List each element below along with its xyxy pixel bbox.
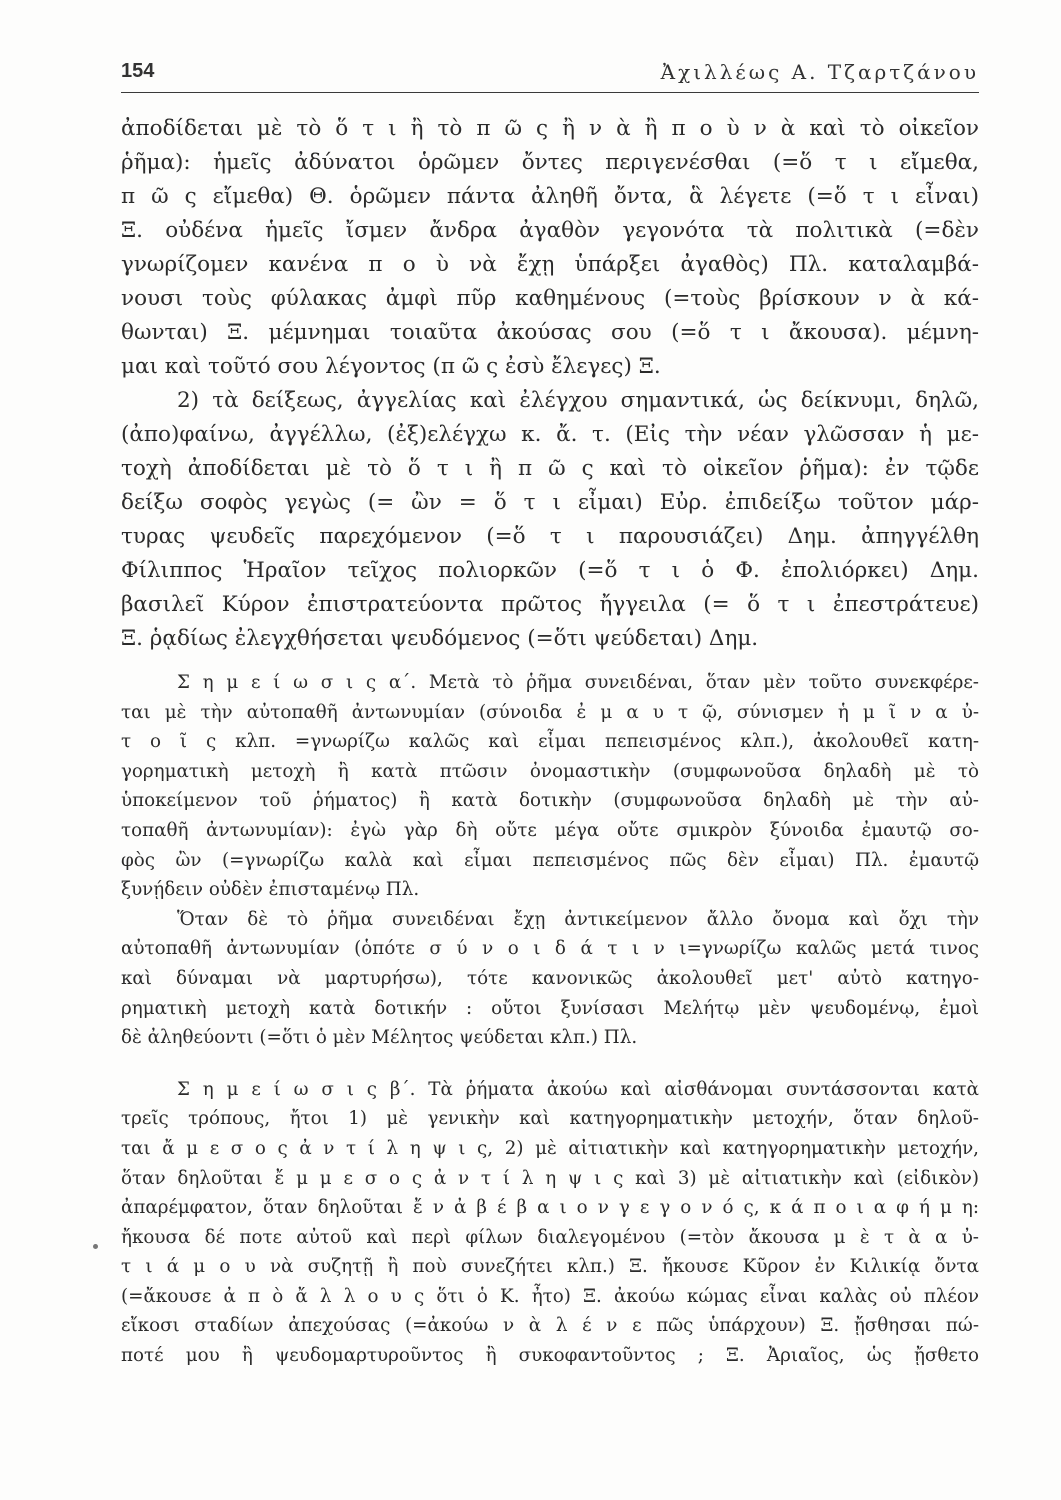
- note-line: τρεῖς τρόπους, ἤτοι 1) μὲ γενικὴν καὶ κατηγορηματικὴν μετοχήν, ὅταν δηλοῦ-: [121, 1108, 979, 1130]
- note-line: ρηματικὴ μετοχὴ κατὰ δοτικήν : οὔτοι ξυνίσασι Μελήτῳ μὲν ψευδομένῳ, ἐμοὶ: [121, 997, 979, 1019]
- note-line: ξυνῄδειν οὐδὲν ἐπισταμένῳ Πλ.: [121, 879, 420, 901]
- page-number: 154: [121, 60, 155, 82]
- note-alpha: [121, 668, 979, 1053]
- main-paragraphs: [121, 112, 979, 656]
- note-line: ὅταν δηλοῦται ἔ μ μ ε σ ο ς ἀ ν τ ί λ η ψ ι ς καὶ 3) μὲ αἰτιατικὴν καὶ (εἰδικὸν): [121, 1167, 979, 1189]
- note-line: εἴκοσι σταδίων ἀπεχούσας (=ἀκούω ν ὰ λ έ ν ε πῶς ὑπάρχουν) Ξ. ᾔσθησαι πώ-: [121, 1315, 979, 1337]
- note-line: (=ἄκουσε ἀ π ὸ ἄ λ λ ο υ ς ὅτι ὁ Κ. ἦτο) Ξ. ἀκούω κώμας εἶναι καλὰς οὐ πλέον: [121, 1285, 979, 1307]
- note-line: Ὅταν δὲ τὸ ῥῆμα συνειδέναι ἔχῃ ἀντικείμενον ἄλλο ὄνομα καὶ ὄχι τὴν: [177, 908, 979, 930]
- note-line: αὐτοπαθῆ ἀντωνυμίαν (ὁπότε σ ύ ν ο ι δ ά τ ι ν ι=γνωρίζω καλῶς μετά τινος: [121, 938, 979, 960]
- note-line: ἀπαρέμφατον, ὅταν δηλοῦται ἔ ν ἀ β έ β α ι ο ν γ ε γ ο ν ό ς, κ ά π ο ι α φ ή μ η:: [121, 1197, 979, 1219]
- note-line: Σ η μ ε ί ω σ ι ς β΄. Τὰ ῥήματα ἀκούω καὶ αἰσθάνομαι συντάσσονται κατὰ: [177, 1078, 979, 1100]
- note-line: τ ο ῖ ς κλπ. =γνωρίζω καλῶς καὶ εἶμαι πεπεισμένος κλπ.), ἀκολουθεῖ κατη-: [121, 731, 979, 753]
- body-text: [121, 112, 979, 1371]
- text-line: τυρας ψευδεῖς παρεχόμενον (=ὅ τ ι παρουσιάζει) Δημ. ἀπηγγέλθη: [121, 524, 979, 549]
- note-line: καὶ δύναμαι νὰ μαρτυρήσω), τότε κανονικῶς ἀκολουθεῖ μετ' αὐτὸ κατηγο-: [121, 967, 979, 989]
- text-line: 2) τὰ δείξεως, ἀγγελίας καὶ ἐλέγχου σημαντικά, ὡς δείκνυμι, δηλῶ,: [177, 388, 979, 413]
- running-head: Ἀχιλλέως Α. Τζαρτζάνου: [660, 60, 979, 84]
- text-line: Φίλιππος Ἡραῖον τεῖχος πολιορκῶν (=ὅ τ ι ὁ Φ. ἐπολιόρκει) Δημ.: [121, 558, 979, 583]
- text-line: δείξω σοφὸς γεγὼς (= ὢν = ὅ τ ι εἶμαι) Εὐρ. ἐπιδείξω τοῦτον μάρ-: [121, 490, 979, 515]
- text-line: π ῶ ς εἴμεθα) Θ. ὁρῶμεν πάντα ἀληθῆ ὄντα, ἃ λέγετε (=ὅ τ ι εἶναι): [121, 184, 979, 209]
- margin-dot: [93, 1244, 98, 1249]
- text-line: (ἀπο)φαίνω, ἀγγέλλω, (ἐξ)ελέγχω κ. ἄ. τ. (Εἰς τὴν νέαν γλῶσσαν ἡ με-: [121, 422, 979, 447]
- text-line: ῥῆμα): ἡμεῖς ἀδύνατοι ὁρῶμεν ὄντες περιγενέσθαι (=ὅ τ ι εἴμεθα,: [121, 150, 979, 175]
- note-line: ται ἄ μ ε σ ο ς ἀ ν τ ί λ η ψ ι ς, 2) μὲ αἰτιατικὴν καὶ κατηγορηματικὴν μετοχήν,: [121, 1137, 979, 1159]
- note-line: τοπαθῆ ἀντωνυμίαν): ἐγὼ γὰρ δὴ οὔτε μέγα οὔτε σμικρὸν ξύνοιδα ἐμαυτῷ σο-: [121, 819, 979, 841]
- page-header: [121, 58, 979, 93]
- note-beta: [121, 1075, 979, 1371]
- text-line: τοχὴ ἀποδίδεται μὲ τὸ ὅ τ ι ἢ π ῶ ς καὶ τὸ οἰκεῖον ῥῆμα): ἐν τῷδε: [121, 456, 979, 481]
- note-line: ποτέ μου ἢ ψευδομαρτυροῦντος ἢ συκοφαντοῦντος ; Ξ. Ἀριαῖος, ὡς ᾔσθετο: [121, 1345, 979, 1367]
- note-line: ὑποκείμενον τοῦ ῥήματος) ἢ κατὰ δοτικὴν (συμφωνοῦσα δηλαδὴ μὲ τὴν αὐ-: [121, 790, 979, 812]
- text-line: μαι καὶ τοῦτό σου λέγοντος (π ῶ ς ἐσὺ ἔλεγες) Ξ.: [121, 354, 661, 379]
- note-line: δὲ ἀληθεύοντι (=ὅτι ὁ μὲν Μέλητος ψεύδεται κλπ.) Πλ.: [121, 1027, 638, 1049]
- note-line: Σ η μ ε ί ω σ ι ς α΄. Μετὰ τὸ ῥῆμα συνειδέναι, ὅταν μὲν τοῦτο συνεκφέρε-: [177, 672, 979, 693]
- text-line: ἀποδίδεται μὲ τὸ ὅ τ ι ἢ τὸ π ῶ ς ἢ ν ὰ ἢ π ο ὺ ν ὰ καὶ τὸ οἰκεῖον: [121, 116, 979, 141]
- note-line: ἤκουσα δέ ποτε αὐτοῦ καὶ περὶ φίλων διαλεγομένου (=τὸν ἄκουσα μ ὲ τ ὰ α ὐ-: [121, 1226, 979, 1248]
- text-line: νουσι τοὺς φύλακας ἀμφὶ πῦρ καθημένους (=τοὺς βρίσκουν ν ὰ κά-: [121, 286, 979, 311]
- text-line: Ξ. ῥᾳδίως ἐλεγχθήσεται ψευδόμενος (=ὅτι ψεύδεται) Δημ.: [121, 626, 759, 651]
- text-line: Ξ. οὐδένα ἡμεῖς ἴσμεν ἄνδρα ἀγαθὸν γεγονότα τὰ πολιτικὰ (=δὲν: [121, 218, 979, 243]
- text-line: γνωρίζομεν κανένα π ο ὺ νὰ ἔχῃ ὑπάρξει ἀγαθὸς) Πλ. καταλαμβά-: [121, 252, 979, 277]
- text-line: βασιλεῖ Κύρον ἐπιστρατεύοντα πρῶτος ἤγγειλα (= ὅ τ ι ἐπεστράτευε): [121, 592, 979, 617]
- note-line: γορηματικὴ μετοχὴ ἢ κατὰ πτῶσιν ὀνομαστικὴν (συμφωνοῦσα δηλαδὴ μὲ τὸ: [121, 760, 979, 782]
- note-line: φὸς ὢν (=γνωρίζω καλὰ καὶ εἶμαι πεπεισμένος πῶς δὲν εἶμαι) Πλ. ἐμαυτῷ: [121, 849, 979, 871]
- text-line: θωνται) Ξ. μέμνημαι τοιαῦτα ἀκούσας σου (=ὅ τ ι ἄκουσα). μέμνη-: [121, 320, 979, 345]
- note-line: τ ι ά μ ο υ νὰ συζητῇ ἢ ποὺ συνεζήτει κλπ.) Ξ. ἤκουσε Κῦρον ἐν Κιλικίᾳ ὄντα: [121, 1256, 979, 1278]
- note-line: ται μὲ τὴν αὐτοπαθῆ ἀντωνυμίαν (σύνοιδα ἐ μ α υ τ ῷ, σύνισμεν ἡ μ ῖ ν α ὐ-: [121, 701, 979, 723]
